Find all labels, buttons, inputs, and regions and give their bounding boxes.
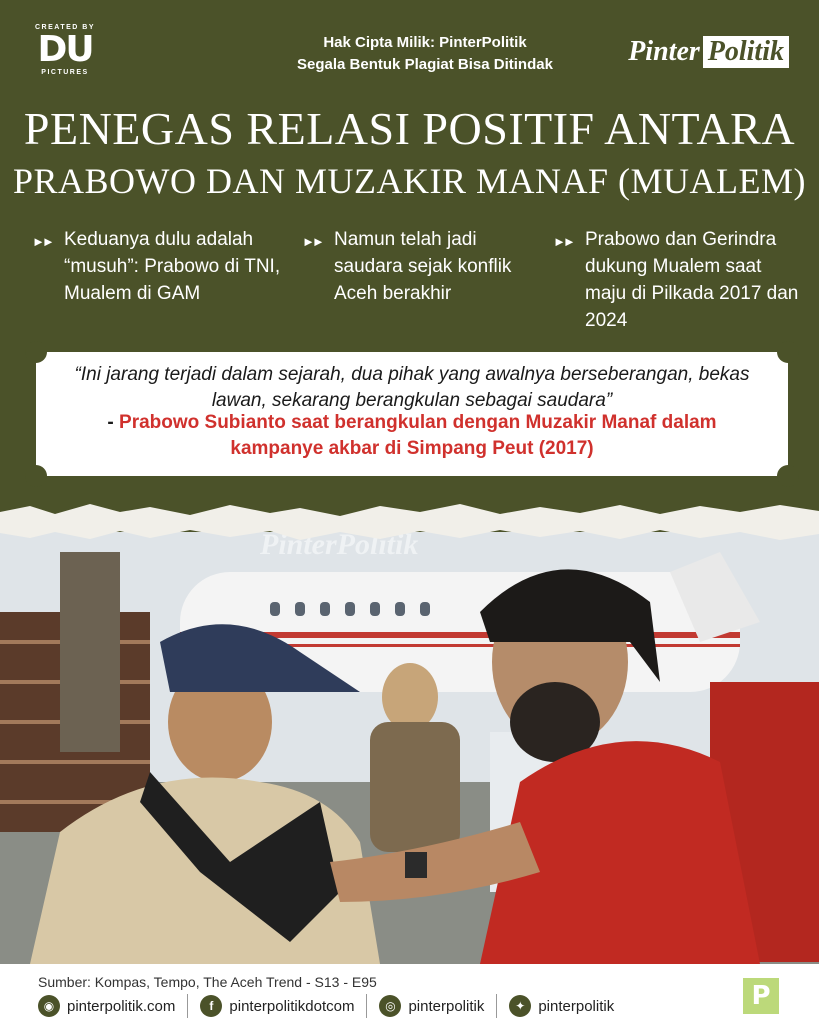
facebook-icon: f <box>200 995 222 1017</box>
point-item <box>302 226 542 307</box>
created-by-label: CREATED BY <box>35 24 95 31</box>
instagram-icon: ◎ <box>379 995 401 1017</box>
corner-notch <box>777 465 799 487</box>
copyright-notice <box>230 32 620 76</box>
key-points <box>0 226 819 336</box>
photo-prabowo-mualem <box>0 532 819 964</box>
social-label: pinterpolitik.com <box>67 997 176 1015</box>
social-label: pinterpolitik <box>538 997 615 1015</box>
corner-notch <box>25 465 47 487</box>
quote-text: “Ini jarang terjadi dalam sejarah, dua pihak yang awalnya berseberangan, bekas lawan, sekarang berangkulan sebagai saudara” <box>74 364 750 411</box>
point-text: Namun telah jadi saudara sejak konflik Aceh berakhir <box>334 229 512 304</box>
social-facebook[interactable] <box>200 995 354 1017</box>
quote-dash: - <box>107 412 120 433</box>
du-pictures-logo <box>30 24 100 84</box>
torn-paper-edge <box>0 500 819 545</box>
corner-notch <box>25 341 47 363</box>
double-arrow-icon: ►► <box>32 234 52 249</box>
photo-illustration <box>0 532 819 964</box>
copyright-line2: Segala Bentuk Plagiat Bisa Ditindak <box>297 56 553 73</box>
double-arrow-icon: ►► <box>302 234 322 249</box>
divider <box>496 994 497 1018</box>
social-label: pinterpolitik <box>408 997 485 1015</box>
divider <box>366 994 367 1018</box>
social-twitter[interactable] <box>509 995 614 1017</box>
photo-watermark: PinterPolitik <box>260 532 419 561</box>
point-text: Keduanya dulu adalah “musuh”: Prabowo di TNI, Mualem di GAM <box>64 229 281 304</box>
copyright-line1: Hak Cipta Milik: PinterPolitik <box>323 34 527 51</box>
pinterpolitik-logo <box>628 36 789 68</box>
brand-politik: Politik <box>703 36 789 68</box>
sources-text: Sumber: Kompas, Tempo, The Aceh Trend - S13 - E95 <box>38 974 377 990</box>
footer <box>0 964 819 1024</box>
twitter-icon: ✦ <box>509 995 531 1017</box>
social-label: pinterpolitikdotcom <box>229 997 355 1015</box>
double-arrow-icon: ►► <box>553 234 573 249</box>
social-website[interactable] <box>38 995 175 1017</box>
social-instagram[interactable] <box>379 995 484 1017</box>
brand-pinter: Pinter <box>628 36 700 67</box>
quote-attribution <box>36 410 788 462</box>
header <box>0 0 819 92</box>
quote-attribution-text: Prabowo Subianto saat berangkulan dengan Muzakir Manaf dalam kampanye akbar di Simpang Peut (2017) <box>119 412 717 459</box>
divider <box>187 994 188 1018</box>
globe-icon: ◉ <box>38 995 60 1017</box>
quote-box <box>36 352 788 476</box>
point-text: Prabowo dan Gerindra dukung Mualem saat maju di Pilkada 2017 dan 2024 <box>585 229 799 331</box>
point-item <box>32 226 282 307</box>
point-item <box>553 226 803 334</box>
pictures-label: PICTURES <box>41 69 89 76</box>
title-line2: PRABOWO DAN MUZAKIR MANAF (MUALEM) <box>12 161 806 201</box>
title-line1: PENEGAS RELASI POSITIF ANTARA <box>23 103 796 154</box>
du-logo-text: DU <box>37 29 93 70</box>
pinterpolitik-p-logo: P <box>743 978 779 1014</box>
corner-notch <box>777 341 799 363</box>
social-links <box>38 994 614 1018</box>
